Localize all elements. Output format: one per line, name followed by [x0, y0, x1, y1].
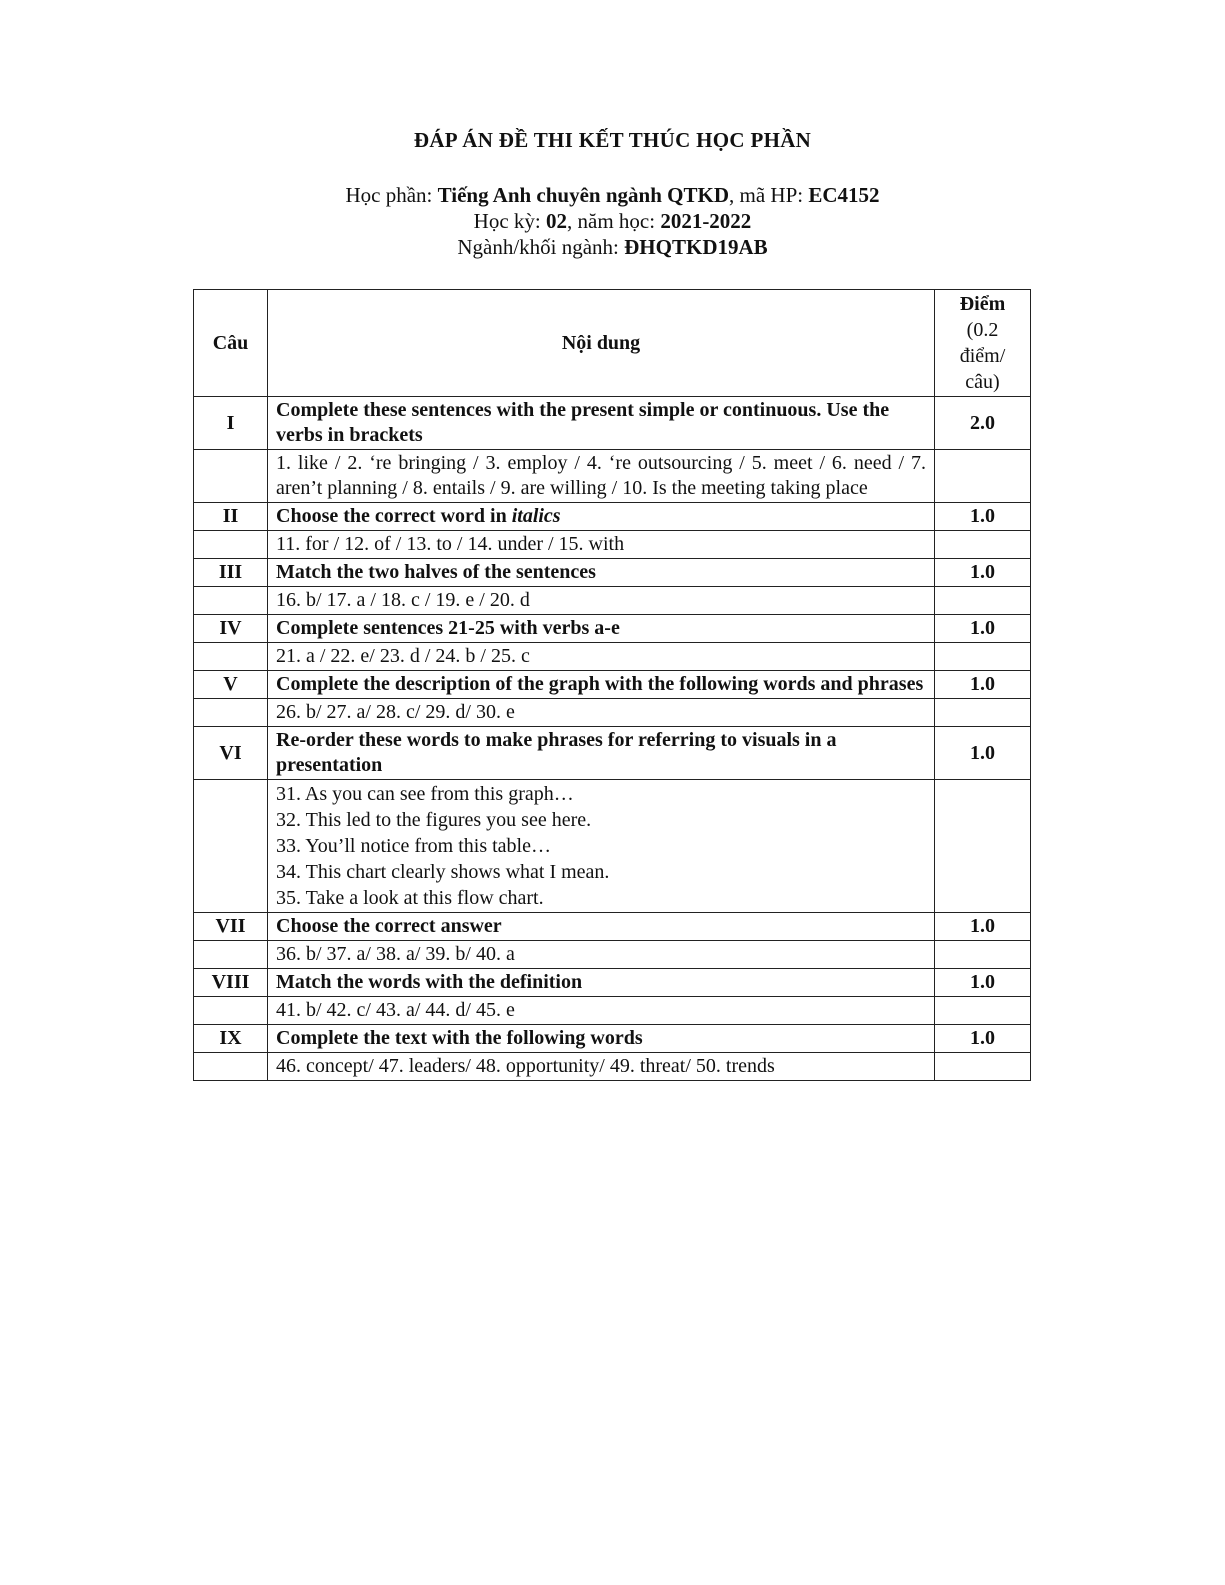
semester-value: 02 — [546, 209, 567, 233]
section-points: 2.0 — [935, 397, 1031, 450]
section-answer: 1. like / 2. ‘re bringing / 3. employ / 4. ‘re outsourcing / 5. meet / 6. need / 7. aren’t planning / 8. entails / 9. are willing / 10. Is the meeting taking place — [268, 450, 935, 503]
section-points: 1.0 — [935, 671, 1031, 699]
list-item: 35. Take a look at this flow chart. — [276, 887, 544, 909]
column-header-cau: Câu — [194, 290, 268, 397]
section-row — [194, 913, 1031, 941]
section-points: 1.0 — [935, 727, 1031, 780]
section-points: 1.0 — [935, 913, 1031, 941]
section-answer: 21. a / 22. e/ 23. d / 24. b / 25. c — [268, 643, 935, 671]
section-points: 1.0 — [935, 503, 1031, 531]
section-number: III — [194, 559, 268, 587]
section-points: 1.0 — [935, 1025, 1031, 1053]
section-number: V — [194, 671, 268, 699]
answer-row — [194, 941, 1031, 969]
section-question: Complete these sentences with the present simple or continuous. Use the verbs in brackets — [268, 397, 935, 450]
section-row — [194, 615, 1031, 643]
semester-line — [0, 208, 1225, 234]
section-question: Choose the correct answer — [268, 913, 935, 941]
section-number: VIII — [194, 969, 268, 997]
section-row — [194, 969, 1031, 997]
section-question: Complete the description of the graph with the following words and phrases — [268, 671, 935, 699]
course-code: EC4152 — [808, 183, 880, 207]
section-row — [194, 671, 1031, 699]
major-value: ĐHQTKD19AB — [624, 235, 768, 259]
course-name: Tiếng Anh chuyên ngành QTKD — [437, 183, 729, 207]
column-header-content: Nội dung — [268, 290, 935, 397]
section-question: Complete the text with the following words — [268, 1025, 935, 1053]
section-number: I — [194, 397, 268, 450]
section-question: Complete sentences 21-25 with verbs a-e — [268, 615, 935, 643]
answer-row — [194, 780, 1031, 913]
course-code-label: , mã HP: — [729, 183, 809, 207]
answer-row — [194, 531, 1031, 559]
section-number: II — [194, 503, 268, 531]
section-row — [194, 1025, 1031, 1053]
year-label: , năm học: — [567, 209, 661, 233]
score-title: Điểm — [959, 293, 1006, 315]
section-answer: 36. b/ 37. a/ 38. a/ 39. b/ 40. a — [268, 941, 935, 969]
year-value: 2021-2022 — [660, 209, 752, 233]
question-emphasis: italics — [511, 505, 561, 527]
document-title: ĐÁP ÁN ĐỀ THI KẾT THÚC HỌC PHẦN — [413, 128, 812, 152]
section-question — [268, 503, 935, 531]
section-answer-list — [268, 780, 935, 913]
section-points: 1.0 — [935, 559, 1031, 587]
section-number: IX — [194, 1025, 268, 1053]
list-item: 34. This chart clearly shows what I mean. — [276, 861, 610, 883]
list-item: 32. This led to the figures you see here. — [276, 809, 592, 831]
answer-row — [194, 699, 1031, 727]
answer-row — [194, 587, 1031, 615]
section-row — [194, 397, 1031, 450]
table-header-row — [194, 290, 1031, 397]
section-answer: 46. concept/ 47. leaders/ 48. opportunity/ 49. threat/ 50. trends — [268, 1053, 935, 1081]
semester-label: Học kỳ: — [473, 209, 546, 233]
section-answer: 41. b/ 42. c/ 43. a/ 44. d/ 45. e — [268, 997, 935, 1025]
answer-row — [194, 450, 1031, 503]
section-points: 1.0 — [935, 969, 1031, 997]
section-points: 1.0 — [935, 615, 1031, 643]
section-row — [194, 559, 1031, 587]
column-header-score — [935, 290, 1031, 397]
section-answer: 26. b/ 27. a/ 28. c/ 29. d/ 30. e — [268, 699, 935, 727]
list-item: 31. As you can see from this graph… — [276, 783, 574, 805]
section-number: VI — [194, 727, 268, 780]
major-line — [0, 234, 1225, 260]
answer-row — [194, 997, 1031, 1025]
section-question: Match the words with the definition — [268, 969, 935, 997]
question-text: Choose the correct word in — [276, 505, 512, 527]
section-row — [194, 503, 1031, 531]
section-question: Re-order these words to make phrases for referring to visuals in a presentation — [268, 727, 935, 780]
answer-table — [193, 289, 1031, 1081]
section-answer: 11. for / 12. of / 13. to / 14. under / 15. with — [268, 531, 935, 559]
list-item: 33. You’ll notice from this table… — [276, 835, 551, 857]
answer-row — [194, 1053, 1031, 1081]
answer-row — [194, 643, 1031, 671]
section-number: IV — [194, 615, 268, 643]
section-row — [194, 727, 1031, 780]
section-question: Match the two halves of the sentences — [268, 559, 935, 587]
score-subtitle: (0.2 điểm/ câu) — [959, 319, 1006, 393]
course-label: Học phần: — [345, 183, 438, 207]
major-label: Ngành/khối ngành: — [457, 235, 625, 259]
section-answer: 16. b/ 17. a / 18. c / 19. e / 20. d — [268, 587, 935, 615]
section-number: VII — [194, 913, 268, 941]
course-line — [0, 182, 1225, 208]
